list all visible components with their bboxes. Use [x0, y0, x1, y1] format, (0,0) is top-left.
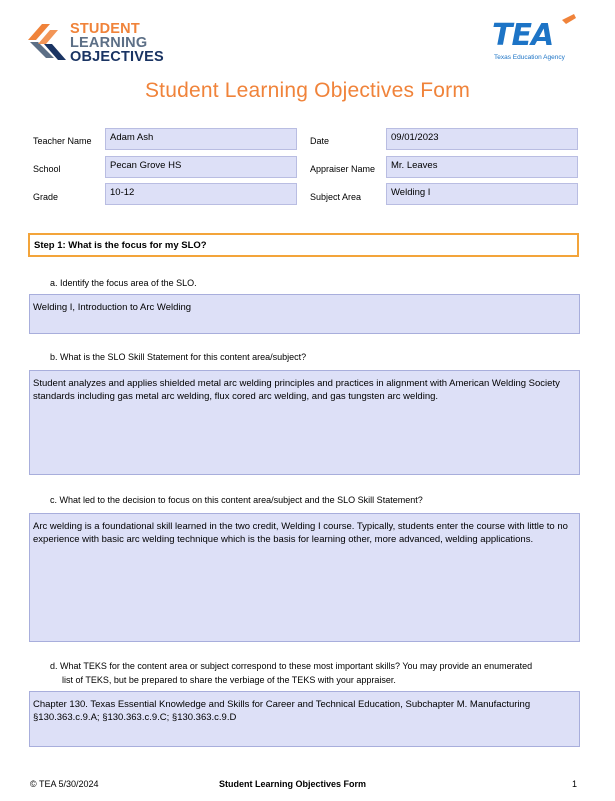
date-field[interactable]: 09/01/2023 — [386, 128, 578, 150]
appraiser-name-field[interactable]: Mr. Leaves — [386, 156, 578, 178]
appraiser-name-label: Appraiser Name — [310, 164, 376, 174]
footer-copyright: © TEA 5/30/2024 — [30, 779, 99, 789]
subject-area-field[interactable]: Welding I — [386, 183, 578, 205]
answer-d-field[interactable]: Chapter 130. Texas Essential Knowledge and Skills for Career and Technical Education, Subchapter M. Manufacturing §130.363.c.9.A; §130.363.c.9.C; §130.363.c.9.D — [29, 691, 580, 747]
question-a: a. Identify the focus area of the SLO. — [50, 278, 197, 288]
subject-area-label: Subject Area — [310, 192, 362, 202]
question-c: c. What led to the decision to focus on this content area/subject and the SLO Skill Statement? — [50, 495, 423, 505]
tea-logo-subtitle: Texas Education Agency — [494, 54, 565, 61]
date-label: Date — [310, 136, 330, 146]
question-d-line-2: list of TEKS, but be prepared to share the verbiage of the TEKS with your appraiser. — [62, 675, 396, 685]
answer-a-field[interactable]: Welding I, Introduction to Arc Welding — [29, 294, 580, 334]
step-1-heading: Step 1: What is the focus for my SLO? — [34, 240, 207, 251]
footer-title: Student Learning Objectives Form — [219, 779, 367, 789]
school-label: School — [33, 164, 61, 174]
question-b: b. What is the SLO Skill Statement for this content area/subject? — [50, 352, 307, 362]
answer-b-field[interactable]: Student analyzes and applies shielded metal arc welding principles and practices in alignment with American Welding Society standards including gas metal arc welding, flux cored arc welding, and gas tungsten arc welding. — [29, 370, 580, 475]
graduation-cap-icon — [560, 14, 576, 26]
tea-logo — [490, 18, 590, 64]
teacher-name-field[interactable]: Adam Ash — [105, 128, 297, 150]
slo-logo — [28, 20, 168, 68]
slo-logo-line-2: LEARNING — [70, 35, 148, 51]
teacher-name-label: Teacher Name — [33, 136, 92, 146]
slo-logo-line-1: STUDENT — [70, 21, 140, 37]
slo-logo-line-3: OBJECTIVES — [70, 49, 164, 65]
grade-field[interactable]: 10-12 — [105, 183, 297, 205]
slo-logo-mark-icon — [28, 22, 66, 64]
grade-label: Grade — [33, 192, 59, 202]
page-title: Student Learning Objectives Form — [144, 79, 471, 102]
answer-c-field[interactable]: Arc welding is a foundational skill learned in the two credit, Welding I course. Typically, students enter the course with little to no experience with basic arc welding technique which is the basis for learning other, more advanced, welding applications. — [29, 513, 580, 642]
tea-logo-text: TEA — [492, 18, 554, 53]
question-d-line-1: d. What TEKS for the content area or subject correspond to these most important skills? You may provide an enumerated — [50, 661, 533, 671]
step-1-heading-box — [28, 233, 579, 257]
page-number: 1 — [572, 779, 578, 789]
school-field[interactable]: Pecan Grove HS — [105, 156, 297, 178]
